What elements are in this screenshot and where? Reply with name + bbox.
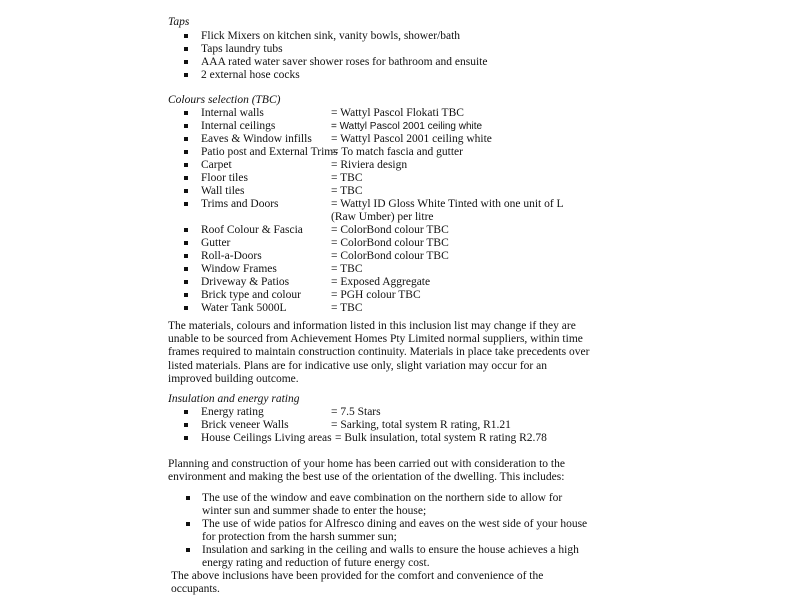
- bullet-icon: [184, 280, 188, 284]
- colour-label: Window Frames: [201, 263, 277, 275]
- colour-value: = TBC: [331, 185, 363, 197]
- bullet-icon: [184, 241, 188, 245]
- colour-value: = Riviera design: [331, 159, 408, 171]
- colour-value: = TBC: [331, 172, 363, 184]
- colour-label: Eaves & Window infills: [201, 133, 312, 145]
- bullet-icon: [184, 267, 188, 271]
- bullet-icon: [184, 293, 188, 297]
- colour-value: = To match fascia and gutter: [332, 146, 463, 158]
- colour-value-continued: (Raw Umber) per litre: [331, 211, 434, 223]
- colour-value: = Exposed Aggregate: [331, 276, 431, 288]
- bullet-icon: [184, 423, 188, 427]
- bullet-icon: [184, 137, 188, 141]
- colour-value: = ColorBond colour TBC: [331, 250, 449, 262]
- bullet-icon: [186, 522, 190, 526]
- materials-paragraph: The materials, colours and information listed in this inclusion list may change if they are unable to be sourced from Achievement Homes Pty Limited normal suppliers, within time frames required to maintain construction continuity. Materials in place take precedents over listed materials. Plans are for indicative use only, slight variation may occur for an improved building outcome.: [168, 320, 590, 385]
- bullet-icon: [184, 73, 188, 77]
- colour-label: Internal ceilings: [201, 120, 276, 132]
- bullet-icon: [184, 254, 188, 258]
- colour-label: Driveway & Patios: [201, 276, 290, 288]
- colour-value: = TBC: [331, 302, 363, 314]
- bullet-icon: [184, 47, 188, 51]
- colour-value: = Wattyl Pascol Flokati TBC: [331, 107, 464, 119]
- colour-label: Patio post and External Trims: [201, 146, 338, 158]
- bullet-icon: [184, 202, 188, 206]
- colour-value: = PGH colour TBC: [331, 289, 421, 301]
- bullet-icon: [184, 189, 188, 193]
- bullet-icon: [184, 124, 188, 128]
- bullet-icon: [184, 306, 188, 310]
- bullet-icon: [184, 163, 188, 167]
- bullet-icon: [186, 496, 190, 500]
- insulation-value: = 7.5 Stars: [331, 406, 381, 418]
- closing-paragraph: The above inclusions have been provided for the comfort and convenience of the occupants.: [171, 570, 544, 596]
- bullet-icon: [184, 436, 188, 440]
- colour-value: = Wattyl Pascol 2001 ceiling white: [331, 121, 483, 132]
- insulation-value: = Bulk insulation, total system R rating R2.78: [335, 432, 547, 444]
- insulation-label: House Ceilings Living areas: [201, 432, 332, 444]
- colour-label: Wall tiles: [201, 185, 245, 197]
- colour-label: Trims and Doors: [201, 198, 279, 210]
- colour-label: Floor tiles: [201, 172, 248, 184]
- insulation-heading: Insulation and energy rating: [168, 393, 300, 405]
- colour-label: Water Tank 5000L: [201, 302, 287, 314]
- colours-heading: Colours selection (TBC): [168, 94, 281, 106]
- colour-value: = ColorBond colour TBC: [331, 224, 449, 236]
- colour-label: Brick type and colour: [201, 289, 301, 301]
- bullet-icon: [184, 176, 188, 180]
- colour-value: = TBC: [331, 263, 363, 275]
- insulation-label: Energy rating: [201, 406, 264, 418]
- colour-value: = Wattyl ID Gloss White Tinted with one unit of L: [331, 198, 564, 210]
- colour-label: Roll-a-Doors: [201, 250, 262, 262]
- colour-value: = ColorBond colour TBC: [331, 237, 449, 249]
- bullet-icon: [186, 548, 190, 552]
- bullet-icon: [184, 410, 188, 414]
- bullet-icon: [184, 60, 188, 64]
- document-page: Taps Flick Mixers on kitchen sink, vanity bowls, shower/bath Taps laundry tubs AAA rated water saver shower roses for bathroom and ensuite 2 external hose cocks Colours selection (TBC) Internal walls = Wattyl Pascol Flokati TBC Internal ceilings = Wattyl Pascol 2001 ceiling white Eaves & Window infills = Wattyl Pascol 2001 ceiling white Patio post and External Trims = To match fascia and gutter Carpet = Riviera design Floor tiles = TBC Wall tiles = TBC Trims and Doors = Wattyl ID Gloss White Tinted with one unit of L (Raw Umber) per litre Roof Colour & Fascia = ColorBond colour TBC Gutter = ColorBond colour TBC Roll-a-Doors = ColorBond colour TBC Window Frames = TBC Driveway & Patios = Exposed Aggregate Brick type and colour = PGH colour TBC Water Tank 5000L = TBC The materials, colours and information listed in this inclusion list may change if they are unable to be sourced from Achievement Homes Pty Limited normal suppliers, within time frames required to maintain construction continuity. Materials in place take precedents over listed materials. Plans are for indicative use only, slight variation may occur for an improved building outcome. Insulation and energy rating Energy rating = 7.5 Stars Brick veneer Walls = Sarking, total system R rating, R1.21 House Ceilings Living areas = Bulk insulation, total system R rating R2.78 Planning and construction of your home has been carried out with consideration to the environment and making the best use of the orientation of the dwelling. This includes: The use of the window and eave combination on the northern side to allow for winter sun and summer shade to enter the house; The use of wide patios for Alfresco dining and eaves on the west side of your house for protection from the harsh summer sun; Insulation and sarking in the ceiling and walls to ensure the house achieves a high energy rating and reduction of future energy cost. The above inclusions have been provided for the comfort and convenience of the occupants.: [0, 0, 800, 600]
- colour-label: Gutter: [201, 237, 231, 249]
- insulation-label: Brick veneer Walls: [201, 419, 289, 431]
- insulation-value: = Sarking, total system R rating, R1.21: [331, 419, 511, 431]
- colour-label: Internal walls: [201, 107, 264, 119]
- colour-value: = Wattyl Pascol 2001 ceiling white: [331, 133, 492, 145]
- colour-label: Roof Colour & Fascia: [201, 224, 303, 236]
- bullet-icon: [184, 111, 188, 115]
- planning-paragraph: Planning and construction of your home has been carried out with consideration to the environment and making the best use of the orientation of the dwelling. This includes:: [168, 458, 565, 484]
- taps-heading: Taps: [168, 16, 190, 28]
- colour-label: Carpet: [201, 159, 232, 171]
- bullet-icon: [184, 150, 188, 154]
- bullet-icon: [184, 228, 188, 232]
- bullet-icon: [184, 34, 188, 38]
